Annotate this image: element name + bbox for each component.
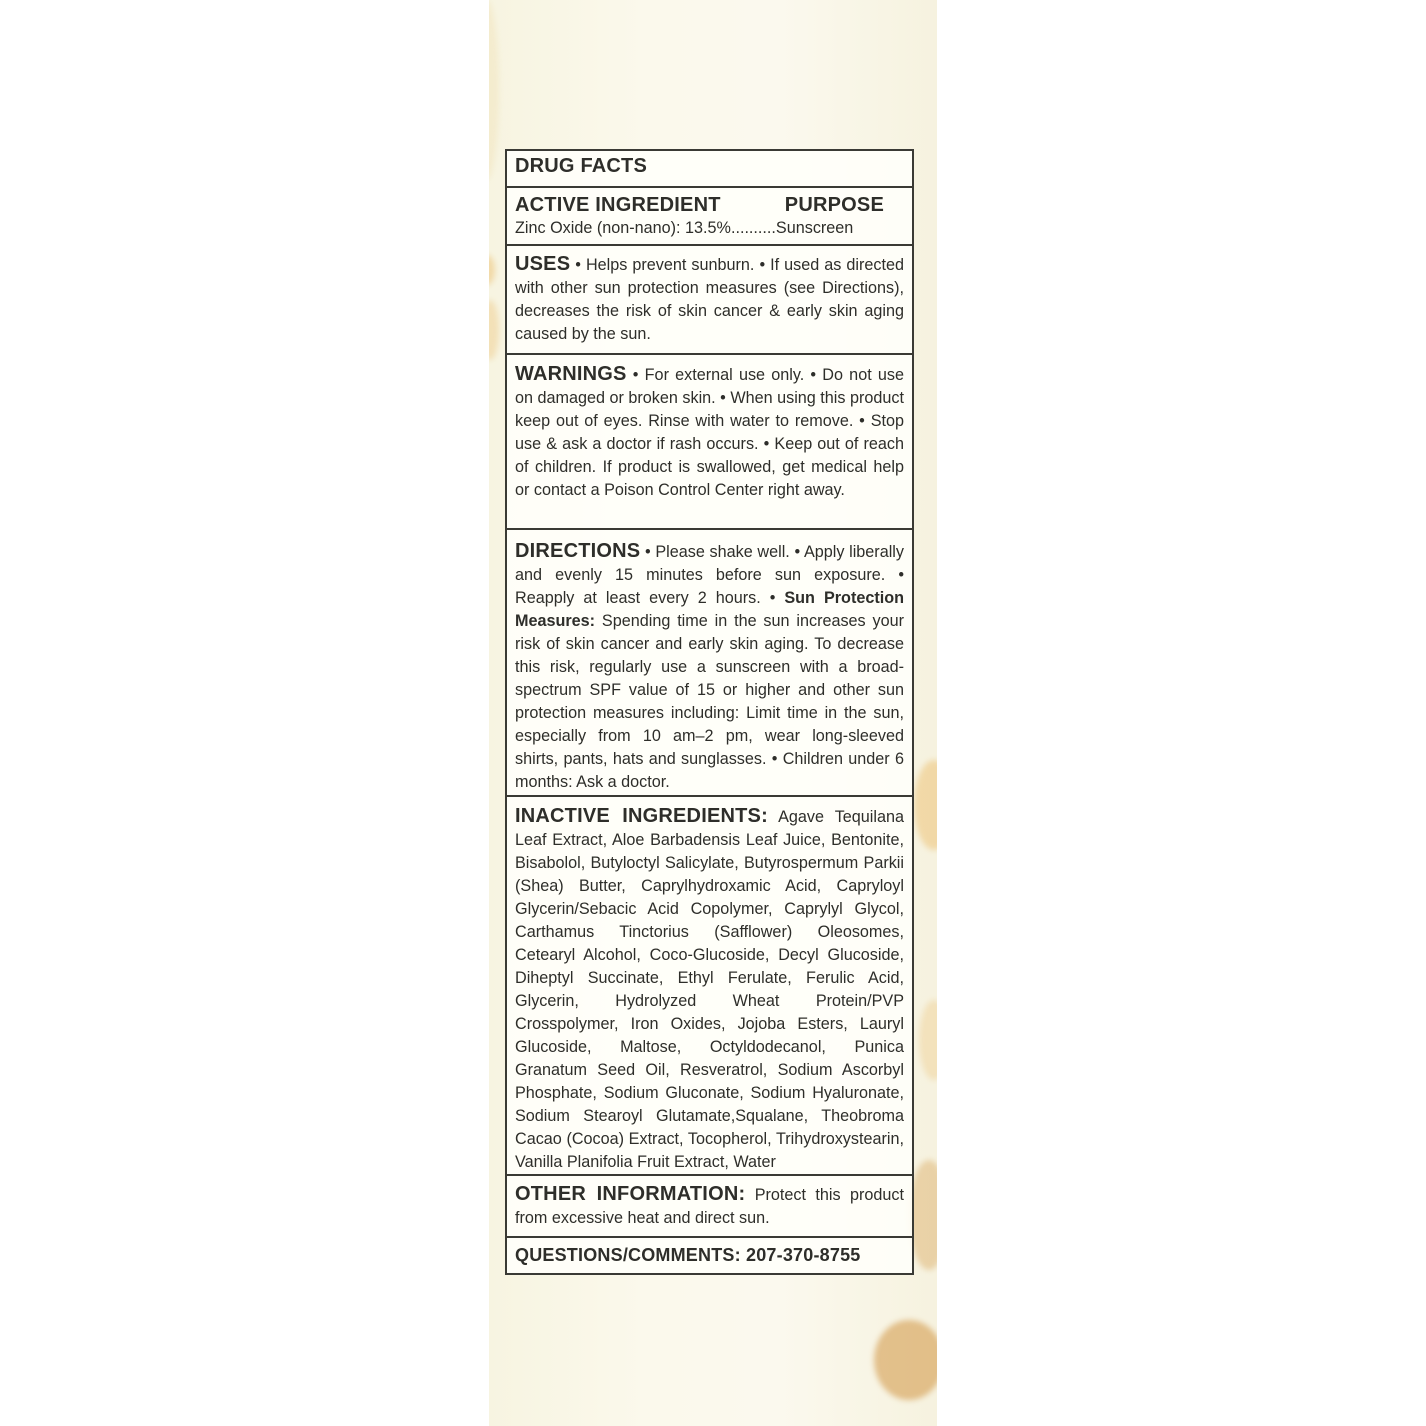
warnings-section	[507, 355, 912, 530]
drug-facts-title: DRUG FACTS	[515, 155, 647, 177]
uses-section	[507, 246, 912, 355]
other-information-text: Protect this product from excessive heat and direct sun.	[515, 1186, 904, 1227]
active-ingredient-line: Zinc Oxide (non-nano): 13.5%..........Sunscreen	[515, 219, 854, 237]
stain-decoration	[919, 1000, 937, 1080]
uses-heading: USES	[515, 253, 571, 275]
warnings-heading: WARNINGS	[515, 363, 627, 385]
questions-comments-phone: QUESTIONS/COMMENTS: 207-370-8755	[515, 1245, 861, 1265]
stain-decoration	[874, 1320, 937, 1400]
other-information-section	[507, 1176, 912, 1238]
inactive-ingredients-heading: INACTIVE INGREDIENTS:	[515, 805, 768, 827]
warnings-text: • For external use only. • Do not use on damaged or broken skin. • When using this product keep out of eyes. Rinse with water to remove. • Stop use & ask a doctor if rash occurs. • Keep out of reach of children. If product is swallowed, get medical help or contact a Poison Control Center right away.	[515, 366, 904, 499]
inactive-ingredients-section	[507, 797, 912, 1176]
active-ingredient-section	[507, 188, 912, 246]
drug-facts-title-section	[507, 151, 912, 188]
stain-decoration	[489, 300, 499, 360]
questions-section	[507, 1238, 912, 1275]
active-ingredient-heading: ACTIVE INGREDIENT	[515, 194, 721, 216]
sun-protection-label: Sun Protection Measures:	[515, 589, 904, 630]
directions-text-2: Spending time in the sun increases your risk of skin cancer and early skin aging. To decrease this risk, regularly use a sunscreen with a broad-spectrum SPF value of 15 or higher and other sun protection measures including: Limit time in the sun, especially from 10 am–2 pm, wear long-sleeved shirts, pants, hats and sunglasses. • Children under 6 months: Ask a doctor.	[515, 612, 904, 791]
stain-decoration	[914, 760, 937, 850]
uses-text: • Helps prevent sunburn. • If used as directed with other sun protection measures (see Directions), decreases the risk of skin cancer & early skin aging caused by the sun.	[515, 256, 904, 343]
other-information-heading: OTHER INFORMATION:	[515, 1183, 746, 1205]
directions-heading: DIRECTIONS	[515, 540, 641, 562]
directions-section	[507, 530, 912, 797]
inactive-ingredients-text: Agave Tequilana Leaf Extract, Aloe Barbadensis Leaf Juice, Bentonite, Bisabolol, Butyloctyl Salicylate, Butyrospermum Parkii (Shea) Butter, Caprylhydroxamic Acid, Capryloyl Glycerin/Sebacic Acid Copolymer, Caprylyl Glycol, Carthamus Tinctorius (Safflower) Oleosomes, Cetearyl Alcohol, Coco-Glucoside, Decyl Glucoside, Diheptyl Succinate, Ethyl Ferulate, Ferulic Acid, Glycerin, Hydrolyzed Wheat Protein/PVP Crosspolymer, Iron Oxides, Jojoba Esters, Lauryl Glucoside, Maltose, Octyldodecanol, Punica Granatum Seed Oil, Resveratrol, Sodium Ascorbyl Phosphate, Sodium Gluconate, Sodium Hyaluronate, Sodium Stearoyl Glutamate,Squalane, Theobroma Cacao (Cocoa) Extract, Tocopherol, Trihydroxystearin, Vanilla Planifolia Fruit Extract, Water	[515, 808, 904, 1171]
directions-text-1: • Please shake well. • Apply liberally and evenly 15 minutes before sun exposure. • Reapply at least every 2 hours. •	[515, 543, 904, 607]
drug-facts-panel	[505, 149, 914, 1275]
stain-decoration	[489, 255, 495, 285]
stain-decoration	[489, 0, 499, 180]
purpose-heading: PURPOSE	[784, 194, 884, 216]
